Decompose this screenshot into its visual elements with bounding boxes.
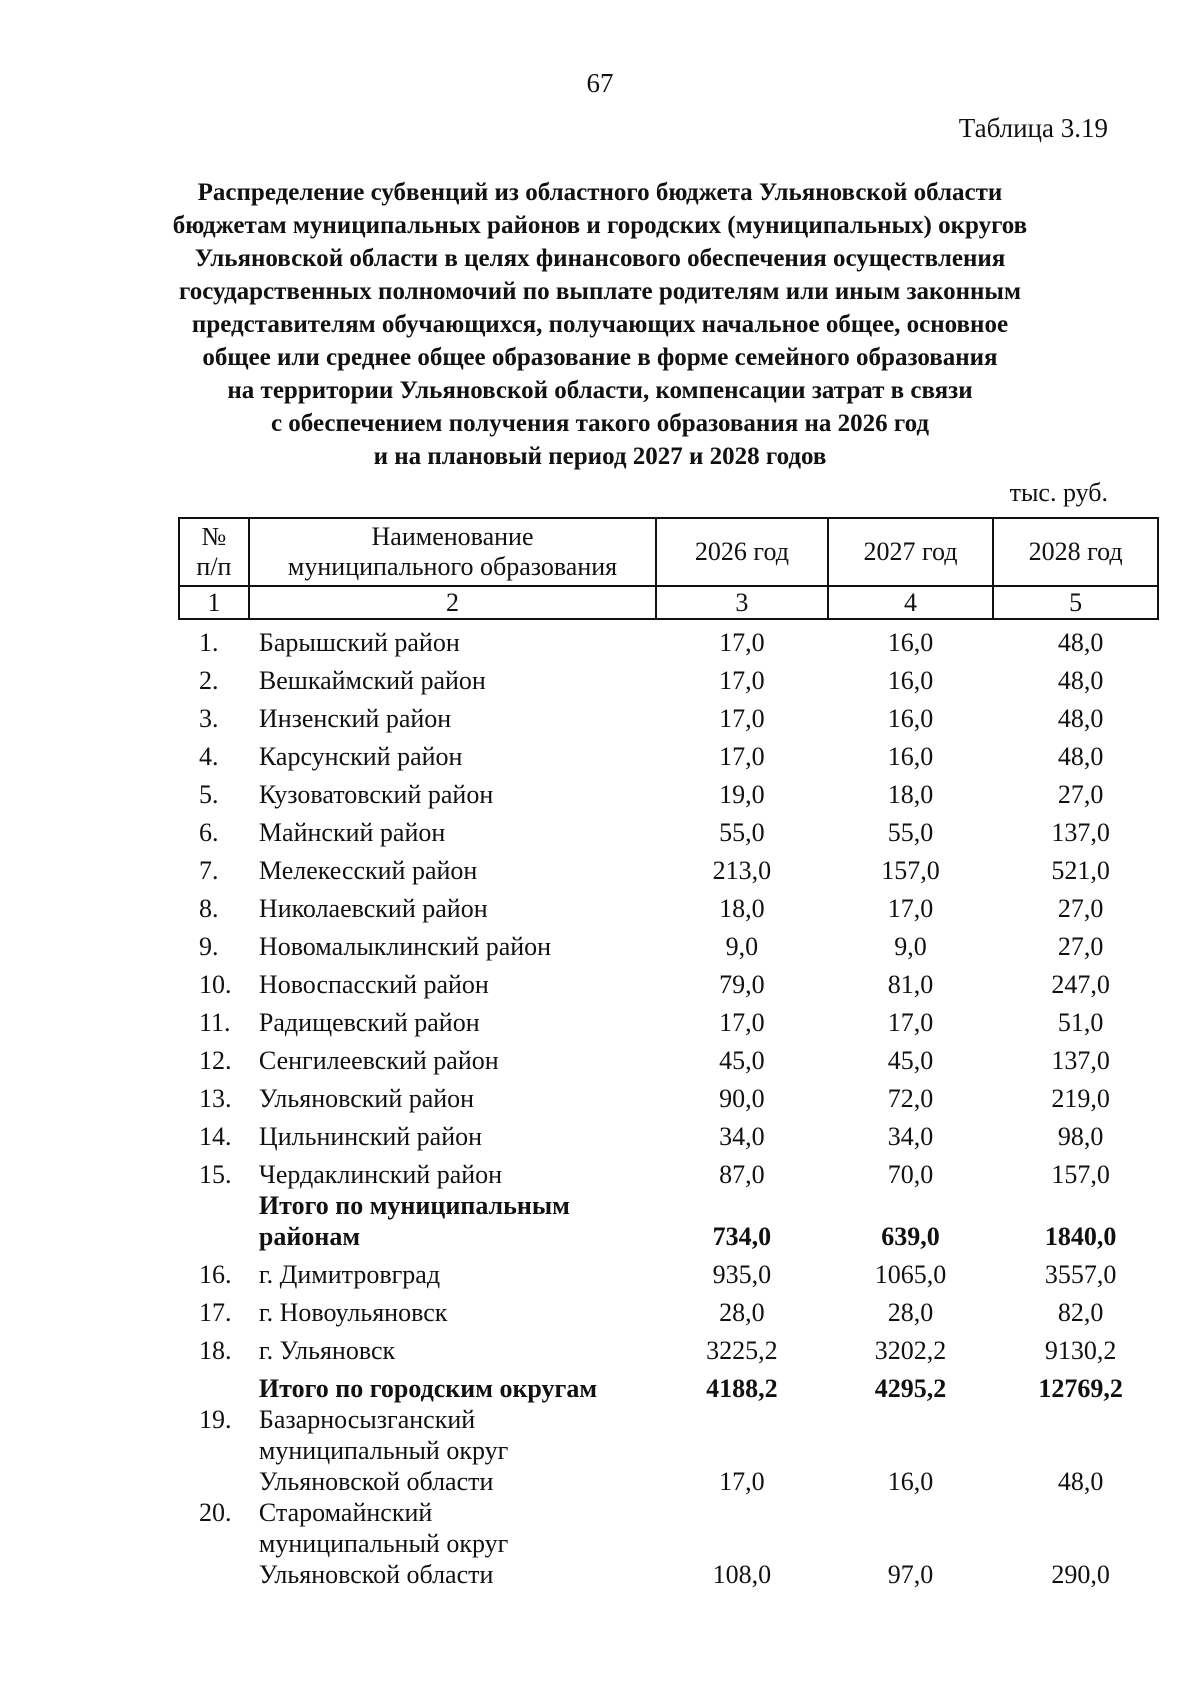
row-number: 3. (199, 704, 219, 733)
table-row (179, 1038, 1158, 1076)
row-value-2028: 48,0 (1057, 1467, 1104, 1496)
row-value-2026: 17,0 (719, 1467, 765, 1496)
row-name: Ульяновский район (258, 1084, 475, 1113)
row-value-2026: 90,0 (719, 1084, 765, 1113)
table-row (179, 1114, 1158, 1152)
row-value-2026: 4188,2 (706, 1374, 778, 1403)
row-number: 6. (199, 818, 219, 847)
row-number: 8. (199, 894, 219, 923)
row-number: 13. (199, 1084, 232, 1113)
table-row (179, 924, 1158, 962)
row-number: 14. (199, 1122, 232, 1151)
row-name-line: Ульяновской области (258, 1560, 494, 1589)
row-value-2028: 27,0 (1057, 894, 1104, 923)
row-name (249, 1404, 656, 1497)
row-value-2027: 639,0 (881, 1222, 940, 1251)
row-number: 10. (199, 970, 232, 999)
row-value-2026: 17,0 (719, 704, 765, 733)
row-number: 19. (199, 1405, 232, 1434)
row-value-2028: 82,0 (1057, 1298, 1104, 1327)
row-value-2027: 9,0 (894, 932, 927, 961)
row-value-2026: 17,0 (719, 742, 765, 771)
page-number: 67 (586, 68, 614, 98)
row-value-2027: 16,0 (887, 742, 934, 771)
row-name: Новоспасский район (258, 970, 489, 999)
row-value-2028: 27,0 (1057, 780, 1104, 809)
row-value-2026: 108,0 (712, 1560, 772, 1589)
title-line: общее или среднее общее образование в форме семейного образования (202, 344, 998, 371)
row-value-2026: 28,0 (719, 1298, 765, 1327)
row-number: 15. (199, 1160, 232, 1189)
row-value-2026: 935,0 (712, 1260, 772, 1289)
row-value-2028: 137,0 (1051, 1046, 1110, 1075)
row-name-line: муниципальный округ (258, 1529, 509, 1558)
row-value-2028: 98,0 (1057, 1122, 1104, 1151)
row-value-2028: 137,0 (1051, 818, 1110, 847)
row-value-2027: 16,0 (887, 1467, 934, 1496)
row-name: Вешкаймский район (258, 666, 486, 695)
title-line: на территории Ульяновской области, компенсации затрат в связи (227, 377, 973, 404)
header-num (179, 518, 249, 586)
header-index: 1 (179, 586, 249, 619)
row-name: Новомалыклинский район (258, 932, 552, 961)
header-index: 3 (656, 586, 828, 619)
row-value-2027: 55,0 (887, 818, 934, 847)
row-value-2027: 34,0 (887, 1122, 934, 1151)
header-name-line: муниципального образования (287, 552, 618, 581)
row-number: 7. (199, 856, 219, 885)
row-value-2028: 48,0 (1057, 742, 1104, 771)
row-number (179, 1366, 249, 1404)
table-row (179, 1152, 1158, 1190)
row-value-2027: 81,0 (887, 970, 934, 999)
header-num-line: № (201, 522, 227, 551)
title-line: представителям обучающихся, получающих начальное общее, основное (191, 311, 1009, 338)
row-number: 5. (199, 780, 219, 809)
row-value-2026: 18,0 (719, 894, 765, 923)
row-number: 4. (199, 742, 219, 771)
row-number: 11. (199, 1008, 231, 1037)
row-value-2028: 157,0 (1051, 1160, 1110, 1189)
row-value-2028: 247,0 (1051, 970, 1110, 999)
row-value-2026: 9,0 (725, 932, 759, 961)
row-value-2026: 17,0 (719, 666, 765, 695)
row-value-2027: 16,0 (887, 704, 934, 733)
table-row (179, 810, 1158, 848)
row-name: г. Новоульяновск (258, 1298, 448, 1327)
title-line: и на плановый период 2027 и 2028 годов (373, 443, 827, 470)
table-row (179, 848, 1158, 886)
row-value-2028: 219,0 (1051, 1084, 1110, 1113)
row-value-2027: 97,0 (887, 1560, 934, 1589)
row-value-2027: 28,0 (887, 1298, 934, 1327)
row-value-2028: 12769,2 (1038, 1374, 1123, 1403)
row-value-2027: 4295,2 (874, 1374, 947, 1403)
row-name: Николаевский район (258, 894, 488, 923)
table-row (179, 734, 1158, 772)
row-name-line: Старомайнский (258, 1498, 433, 1527)
row-value-2027: 16,0 (887, 628, 934, 657)
row-value-2026: 17,0 (719, 628, 765, 657)
row-name: Сенгилеевский район (258, 1046, 499, 1075)
header-num-line: п/п (196, 552, 232, 581)
title-line: Ульяновской области в целях финансового обеспечения осуществления (194, 245, 1006, 272)
row-name (249, 1497, 656, 1590)
row-name: Карсунский район (258, 742, 463, 771)
row-value-2027: 1065,0 (874, 1260, 947, 1289)
header-index: 4 (828, 586, 994, 619)
row-name-line: районам (258, 1222, 361, 1251)
row-number: 12. (199, 1046, 232, 1075)
table-row (179, 1404, 1158, 1497)
row-value-2027: 157,0 (881, 856, 940, 885)
row-name (249, 1190, 656, 1252)
row-number: 16. (199, 1260, 232, 1289)
row-name-line: Итого по муниципальным (258, 1191, 570, 1220)
row-value-2026: 19,0 (719, 780, 765, 809)
row-number (179, 1190, 249, 1252)
row-value-2028: 27,0 (1057, 932, 1104, 961)
row-value-2027: 45,0 (887, 1046, 934, 1075)
header-2026: 2026 год (656, 518, 828, 586)
header-index: 2 (249, 586, 656, 619)
table-row (179, 772, 1158, 810)
table-row (179, 886, 1158, 924)
row-value-2028: 3557,0 (1044, 1260, 1117, 1289)
title-line: государственных полномочий по выплате родителям или иным законным (179, 278, 1021, 305)
row-name: Инзенский район (258, 704, 452, 733)
row-number: 2. (199, 666, 219, 695)
table-row (179, 658, 1158, 696)
row-value-2028: 48,0 (1057, 666, 1104, 695)
row-value-2028: 521,0 (1051, 856, 1110, 885)
table-total-row (179, 1190, 1158, 1252)
row-value-2028: 48,0 (1057, 628, 1104, 657)
row-name: Майнский район (258, 818, 446, 847)
row-value-2027: 18,0 (887, 780, 934, 809)
table-row (179, 1252, 1158, 1290)
row-name: г. Ульяновск (258, 1336, 396, 1365)
row-value-2028: 51,0 (1057, 1008, 1104, 1037)
row-name-line: муниципальный округ (258, 1436, 509, 1465)
row-value-2027: 70,0 (887, 1160, 934, 1189)
row-number: 1. (199, 628, 219, 657)
row-value-2026: 79,0 (719, 970, 765, 999)
table-row (179, 1497, 1158, 1590)
row-name: Итого по городским округам (258, 1374, 598, 1403)
table-row (179, 696, 1158, 734)
row-number: 20. (199, 1498, 232, 1527)
row-name: Барышский район (258, 628, 460, 657)
row-number: 18. (199, 1336, 232, 1365)
table-row (179, 1000, 1158, 1038)
row-number: 9. (199, 932, 219, 961)
row-name: г. Димитровград (258, 1260, 441, 1289)
row-value-2027: 16,0 (887, 666, 934, 695)
table-title (150, 176, 1050, 473)
row-name-line: Базарносызганский (258, 1405, 476, 1434)
row-value-2028: 1840,0 (1044, 1222, 1117, 1251)
units-label: тыс. руб. (1009, 478, 1108, 507)
row-value-2028: 290,0 (1051, 1560, 1110, 1589)
row-value-2026: 45,0 (719, 1046, 765, 1075)
table-row (179, 962, 1158, 1000)
subvention-table (178, 517, 1159, 1590)
row-value-2027: 17,0 (887, 894, 934, 923)
row-value-2026: 55,0 (719, 818, 765, 847)
row-name: Радищевский район (258, 1008, 480, 1037)
header-index: 5 (993, 586, 1158, 619)
header-2027: 2027 год (828, 518, 994, 586)
table-label: Таблица 3.19 (958, 113, 1108, 143)
row-value-2026: 87,0 (719, 1160, 765, 1189)
row-number: 17. (199, 1298, 232, 1327)
row-value-2027: 72,0 (887, 1084, 934, 1113)
row-value-2026: 17,0 (719, 1008, 765, 1037)
row-name: Цильнинский район (258, 1122, 483, 1151)
table-body (179, 619, 1158, 1590)
row-value-2027: 17,0 (887, 1008, 934, 1037)
table-row (179, 1076, 1158, 1114)
row-name: Кузоватовский район (258, 780, 494, 809)
table-row (179, 619, 1158, 658)
header-2028: 2028 год (993, 518, 1158, 586)
row-value-2026: 3225,2 (706, 1336, 778, 1365)
table-row (179, 1328, 1158, 1366)
title-line: Распределение субвенций из областного бюджета Ульяновской области (197, 179, 1003, 206)
table-total-row (179, 1366, 1158, 1404)
header-name (249, 518, 656, 586)
header-name-line: Наименование (371, 522, 534, 551)
table-row (179, 1290, 1158, 1328)
row-value-2028: 48,0 (1057, 704, 1104, 733)
row-name: Мелекесский район (258, 856, 478, 885)
row-name: Чердаклинский район (258, 1160, 503, 1189)
row-value-2026: 213,0 (712, 856, 772, 885)
row-value-2026: 34,0 (719, 1122, 765, 1151)
row-value-2028: 9130,2 (1044, 1336, 1117, 1365)
row-value-2026: 734,0 (712, 1222, 772, 1251)
row-name-line: Ульяновской области (258, 1467, 494, 1496)
title-line: бюджетам муниципальных районов и городских (муниципальных) округов (172, 212, 1028, 239)
row-value-2027: 3202,2 (874, 1336, 947, 1365)
title-line: с обеспечением получения такого образования на 2026 год (270, 410, 930, 437)
